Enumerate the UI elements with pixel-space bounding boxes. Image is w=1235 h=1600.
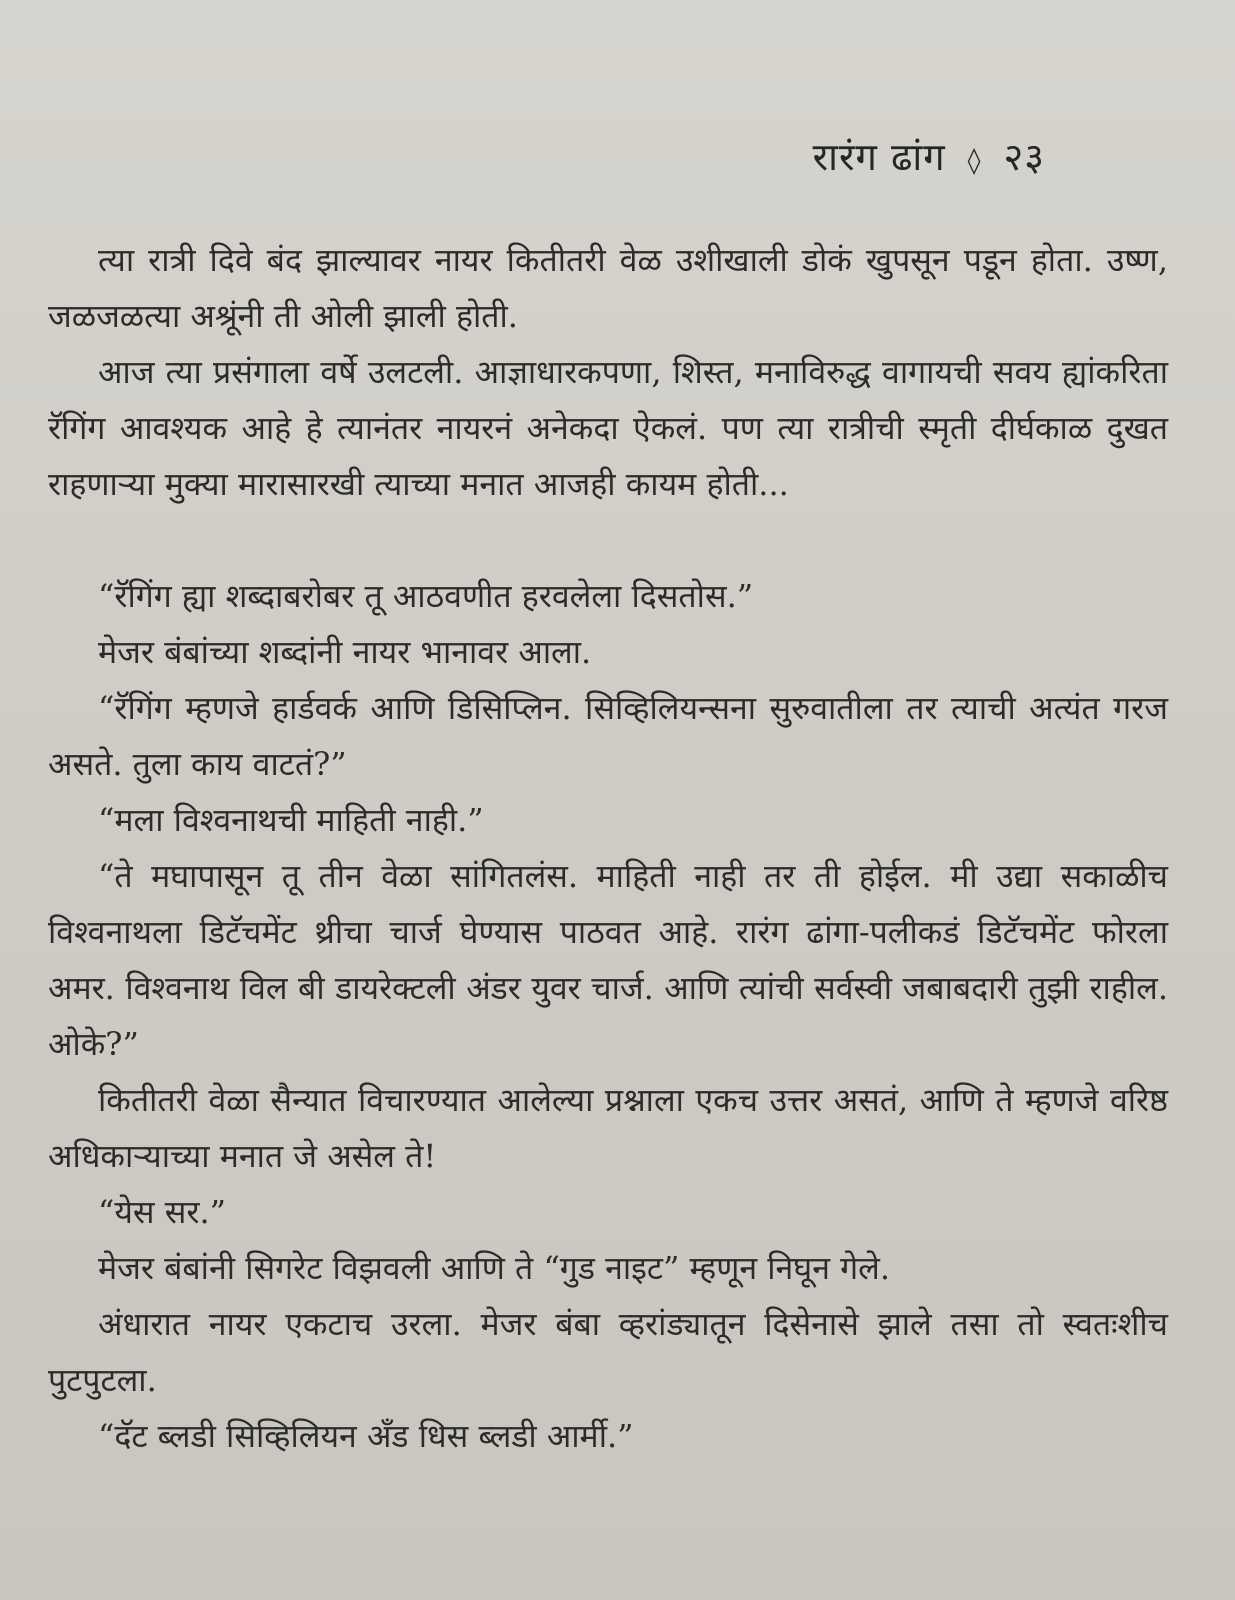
paragraph: कितीतरी वेळा सैन्यात विचारण्यात आलेल्या प्रश्नाला एकच उत्तर असतं, आणि ते म्हणजे वरिष्ठ अधिकाऱ्याच्या मनात जे असेल ते!	[48, 1081, 1168, 1175]
paragraph: मेजर बंबांच्या शब्दांनी नायर भानावर आला.	[98, 633, 592, 671]
page-number: २३	[1003, 135, 1045, 179]
paragraph: मेजर बंबांनी सिगरेट विझवली आणि ते “गुड नाइट” म्हणून निघून गेले.	[98, 1249, 891, 1287]
dialogue-line: “रॅगिंग ह्या शब्दाबरोबर तू आठवणीत हरवलेला दिसतोस.”	[98, 577, 754, 615]
dialogue-line: “मला विश्वनाथची माहिती नाही.”	[98, 801, 484, 839]
paragraph: त्या रात्री दिवे बंद झाल्यावर नायर कितीतरी वेळ उशीखाली डोकं खुपसून पडून होता. उष्ण, जळजळत्या अश्रूंनी ती ओली झाली होती.	[48, 241, 1168, 335]
dialogue-line: “ते मघापासून तू तीन वेळा सांगितलंस. माहिती नाही तर ती होईल. मी उद्या सकाळीच विश्वनाथला डिटॅचमेंट थ्रीचा चार्ज घेण्यास पाठवत आहे. रारंग ढांगा-पलीकडं डिटॅचमेंट फोरला अमर. विश्वनाथ विल बी डायरेक्टली अंडर युवर चार्ज. आणि त्यांची सर्वस्वी जबाबदारी तुझी राहील. ओके?”	[48, 857, 1168, 1063]
dialogue-line: “रॅगिंग म्हणजे हार्डवर्क आणि डिसिप्लिन. सिव्हिलियन्सना सुरुवातीला तर त्याची अत्यंत गरज असते. तुला काय वाटतं?”	[48, 689, 1168, 783]
paragraph: आज त्या प्रसंगाला वर्षे उलटली. आज्ञाधारकपणा, शिस्त, मनाविरुद्ध वागायची सवय ह्यांकरिता रॅगिंग आवश्यक आहे हे त्यानंतर नायरनं अनेकदा ऐकलं. पण त्या रात्रीची स्मृती दीर्घकाळ दुखत राहणाऱ्या मुक्या मारासारखी त्याच्या मनात आजही कायम होती...	[48, 353, 1168, 503]
paragraph: अंधारात नायर एकटाच उरला. मेजर बंबा व्हरांड्यातून दिसेनासे झाले तसा तो स्वतःशीच पुटपुटला.	[48, 1305, 1168, 1399]
ornament-icon: ◊	[967, 145, 982, 176]
running-header	[813, 130, 1045, 182]
dialogue-line: “दॅट ब्लडी सिव्हिलियन अँड धिस ब्लडी आर्मी.”	[98, 1417, 634, 1455]
dialogue-line: “येस सर.”	[98, 1193, 226, 1231]
body-text	[48, 232, 1168, 1464]
book-title: रारंग ढांग	[812, 135, 946, 179]
